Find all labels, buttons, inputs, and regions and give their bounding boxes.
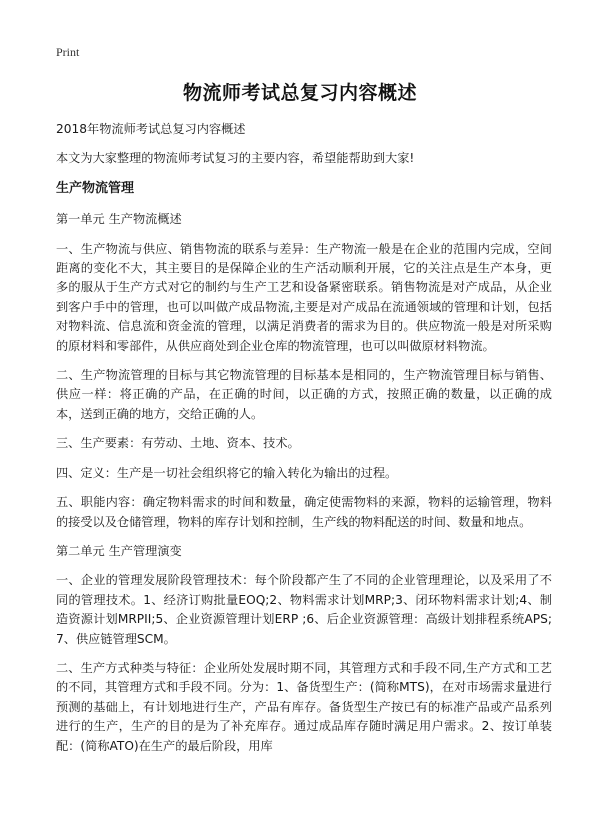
unit-heading-1: 第一单元 生产物流概述 — [56, 212, 182, 227]
paragraph: 一、生产物流与供应、销售物流的联系与差异：生产物流一般是在企业的范围内完成，空间距离的变化不大，其主要目的是保障企业的生产活动顺利开展，它的关注点是生产本身，更多的服从于生产方式对它的制约与生产工艺和设备紧密联系。销售物流是对产成品，从企业到客户手中的管理，也可以叫做产成品物流,主要是对产成品在流通领域的管理和计划，包括对物料流、信息流和资金流的管理，以满足消费者的需求为目的。供应物流一般是对所采购的原材料和零部件，从供应商处到企业仓库的物流管理，也可以叫做原材料物流。 — [56, 241, 552, 353]
paragraph: 五、职能内容：确定物料需求的时间和数量，确定使需物料的来源，物料的运输管理，物料的接受以及仓储管理，物料的库存计划和控制，生产线的物料配送的时间、数量和地点。 — [56, 495, 552, 529]
document-subtitle: 2018年物流师考试总复习内容概述 — [56, 122, 246, 136]
paragraph: 二、生产方式种类与特征：企业所处发展时期不同，其管理方式和手段不同,生产方式和工艺的不同，其管理方式和手段不同。分为：1、备货型生产：(简称MTS)，在对市场需求量进行预测的基础上，有计划地进行生产，产品有库存。备货型生产按已有的标准产品或产品系列进行的生产，生产的目的是为了补充库存。通过成品库存随时满足用户需求。2、按订单装配：(简称ATO)在生产的最后阶段，用库 — [56, 660, 552, 753]
unit-heading-2: 第二单元 生产管理演变 — [56, 543, 182, 558]
paragraph: 二、生产物流管理的目标与其它物流管理的目标基本是相同的，生产物流管理目标与销售、供应一样：将正确的产品，在正确的时间，以正确的方式，按照正确的数量，以正确的成本，送到正确的地方，交给正确的人。 — [56, 368, 552, 421]
document-title: 物流师考试总复习内容概述 — [182, 82, 417, 104]
document-intro: 本文为大家整理的物流师考试复习的主要内容，希望能帮助到大家! — [56, 151, 415, 166]
document-body — [56, 120, 552, 766]
print-label: Print — [56, 45, 80, 59]
paragraph: 三、生产要素：有劳动、土地、资本、技术。 — [56, 436, 300, 451]
section-heading: 生产物流管理 — [56, 180, 135, 196]
paragraph: 四、定义：生产是一切社会组织将它的输入转化为输出的过程。 — [56, 465, 398, 480]
paragraph: 一、企业的管理发展阶段管理技术：每个阶段都产生了不同的企业管理理论，以及采用了不同的管理技术。1、经济订购批量EOQ;2、物料需求计划MRP;3、闭环物料需求计划;4、制造资源计划MRPII;5、企业资源管理计划ERP ;6、后企业资源管理：高级计划排程系统APS;7、供应链管理SCM。 — [56, 573, 552, 646]
